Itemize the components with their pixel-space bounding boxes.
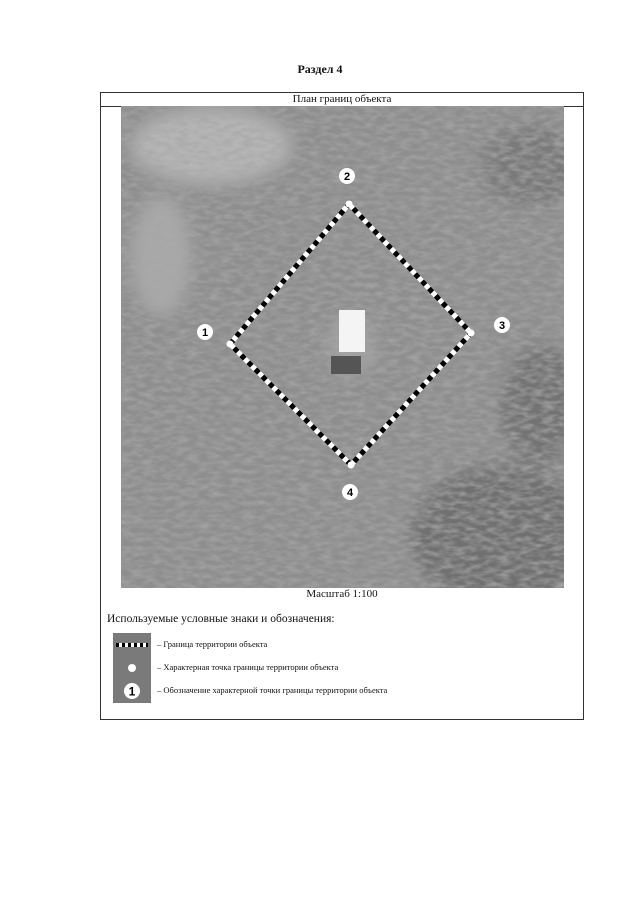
aerial-map [121,106,564,588]
svg-text:2: 2 [343,171,351,183]
legend-item-point-label [113,679,573,703]
point-marker-3 [494,317,510,333]
plan-title: План границ объекта [101,93,583,107]
point-marker-4 [342,484,358,500]
numbered-circle-icon [113,679,151,703]
legend-text: – Обозначение характерной точки границы территории объекта [157,685,388,695]
building-dark [331,356,361,374]
svg-text:3: 3 [498,320,506,332]
svg-text:4: 4 [346,487,354,499]
svg-text:1: 1 [201,327,209,339]
white-dot-icon [113,656,151,680]
building-white [339,310,365,352]
map-svg [121,106,564,588]
legend-item-point [113,656,573,680]
legend-text: – Характерная точка границы территории объекта [157,662,339,672]
legend-text: – Граница территории объекта [157,639,268,649]
vertex-dot [348,462,355,469]
scale-label: Масштаб 1:100 [306,588,378,600]
legend-item-boundary [113,633,573,657]
vertex-dot [468,330,475,337]
section-title: Раздел 4 [297,62,343,76]
point-marker-2 [339,168,355,184]
legend-title: Используемые условные знаки и обозначения: [107,613,335,625]
vertex-dot [346,201,353,208]
point-marker-1 [197,324,213,340]
plan-frame [100,92,584,720]
vertex-dot [227,341,234,348]
svg-text:1: 1 [128,684,136,699]
dotted-line-icon [113,633,151,657]
